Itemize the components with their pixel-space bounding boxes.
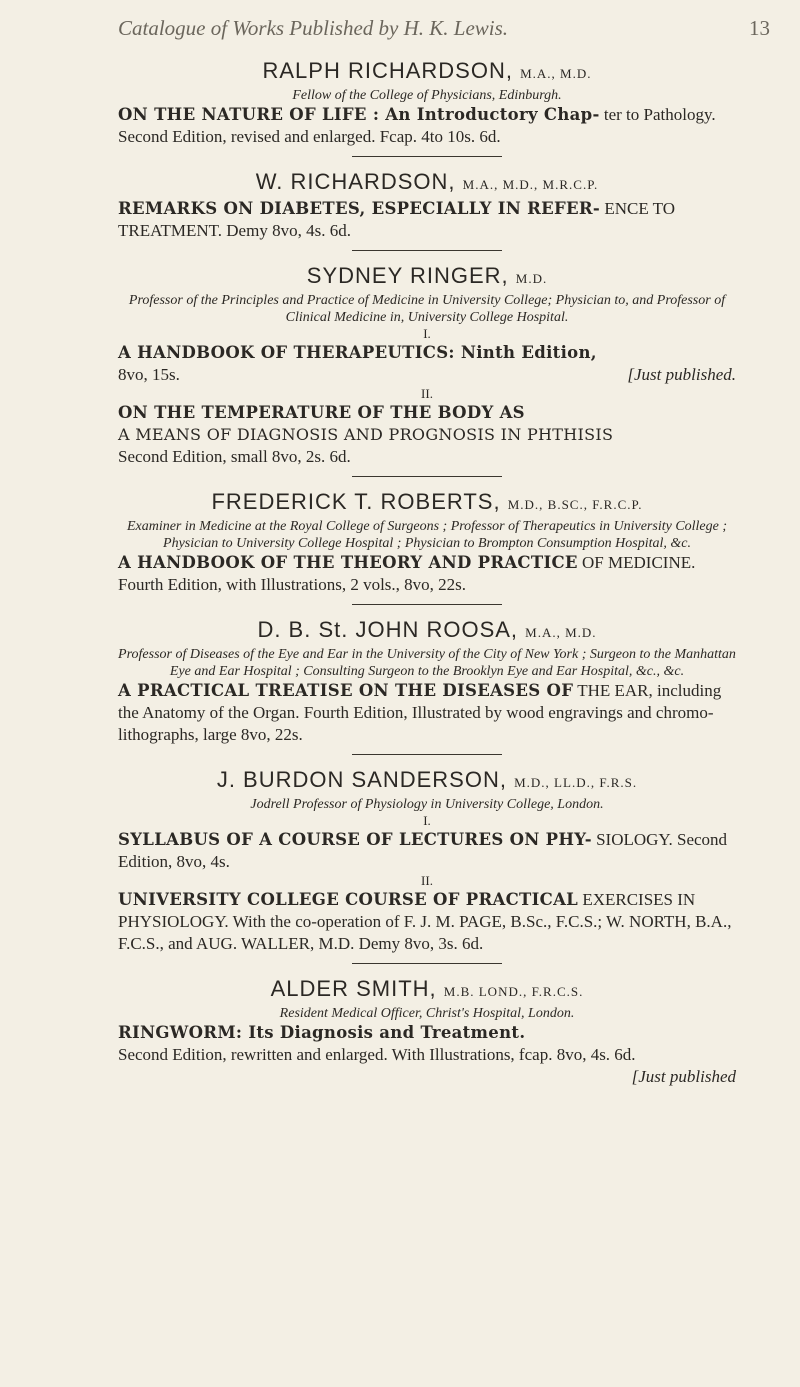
work-listing xyxy=(118,402,736,468)
work-title: RINGWORM: Its Diagnosis and Treatment. xyxy=(118,1023,526,1042)
author-degrees: M.D., LL.D., F.R.S. xyxy=(514,775,638,790)
separator-rule xyxy=(352,250,502,251)
author-name: J. BURDON SANDERSON, M.D., LL.D., F.R.S. xyxy=(216,767,638,792)
work-listing xyxy=(118,829,736,873)
work-listing xyxy=(118,198,736,242)
work-details: OF MEDICINE. Fourth Edition, with Illustrations, 2 vols., 8vo, 22s. xyxy=(118,553,696,594)
work-subtitle: A MEANS OF DIAGNOSIS AND PROGNOSIS IN PHTHISIS xyxy=(118,425,614,444)
work-details: 8vo, 15s. xyxy=(118,365,180,384)
catalogue-entry xyxy=(118,58,736,157)
author-name: FREDERICK T. ROBERTS, M.D., B.SC., F.R.C.P. xyxy=(211,489,643,514)
author-degrees: M.D. xyxy=(515,271,548,286)
author-affiliation: Resident Medical Officer, Christ's Hospital, London. xyxy=(279,1006,575,1021)
work-details: EXERCISES IN PHYSIOLOGY. With the co-operation of F. J. M. PAGE, B.Sc., F.C.S.; W. NORTH, B.A., F.C.S., and AUG. WALLER, M.D. Demy 8vo, 3s. 6d. xyxy=(118,890,732,953)
work-remark: [Just published. xyxy=(627,365,736,384)
author-name: W. RICHARDSON, M.A., M.D., M.R.C.P. xyxy=(255,169,599,194)
separator-rule xyxy=(352,754,502,755)
work-listing xyxy=(118,342,736,386)
work-title: REMARKS ON DIABETES, ESPECIALLY IN REFER- xyxy=(118,199,601,218)
separator-rule xyxy=(352,963,502,964)
author-name: RALPH RICHARDSON, M.A., M.D. xyxy=(262,58,592,83)
catalogue-entry xyxy=(118,617,736,755)
work-listing xyxy=(118,552,736,596)
work-title: A PRACTICAL TREATISE ON THE DISEASES OF xyxy=(118,681,574,700)
work-title: ON THE TEMPERATURE OF THE BODY AS xyxy=(118,403,525,422)
catalogue-entry xyxy=(118,169,736,251)
author-degrees: M.A., M.D. xyxy=(520,66,592,81)
work-listing xyxy=(118,1022,736,1086)
work-numeral: I. xyxy=(423,326,431,341)
work-numeral: I. xyxy=(423,813,431,828)
work-title: A HANDBOOK OF THE THEORY AND PRACTICE xyxy=(118,553,578,572)
work-listing xyxy=(118,889,736,955)
author-degrees: M.A., M.D., M.R.C.P. xyxy=(462,177,599,192)
author-name: SYDNEY RINGER, M.D. xyxy=(306,263,548,288)
work-title: UNIVERSITY COLLEGE COURSE OF PRACTICAL xyxy=(118,890,579,909)
work-details: THE EAR, including the Anatomy of the Organ. Fourth Edition, Illustrated by wood engravings and chromo-lithographs, large 8vo, 22s. xyxy=(118,681,722,744)
catalogue-entry xyxy=(118,976,736,1086)
work-details: ter to Pathology. Second Edition, revised and enlarged. Fcap. 4to 10s. 6d. xyxy=(118,105,716,146)
author-affiliation: Examiner in Medicine at the Royal College of Surgeons ; Professor of Therapeutics in University College ; Physician to University College Hospital ; Physician to Brompton Consumption Hospital, &c. xyxy=(126,519,728,551)
work-details: SIOLOGY. Second Edition, 8vo, 4s. xyxy=(118,830,728,871)
separator-rule xyxy=(352,156,502,157)
work-title: ON THE NATURE OF LIFE : An Introductory Chap- xyxy=(118,105,600,124)
running-title: Catalogue of Works Published by H. K. Lewis. xyxy=(118,16,509,40)
work-details: Second Edition, rewritten and enlarged. With Illustrations, fcap. 8vo, 4s. 6d. xyxy=(118,1045,636,1064)
author-degrees: M.B. LOND., F.R.C.S. xyxy=(443,984,584,999)
author-name: ALDER SMITH, M.B. LOND., F.R.C.S. xyxy=(270,976,584,1001)
author-degrees: M.A., M.D. xyxy=(525,625,597,640)
work-title: A HANDBOOK OF THERAPEUTICS: Ninth Edition, xyxy=(118,343,597,362)
separator-rule xyxy=(352,604,502,605)
work-details: Second Edition, small 8vo, 2s. 6d. xyxy=(118,447,351,466)
work-listing xyxy=(118,104,736,148)
work-details: ENCE TO TREATMENT. Demy 8vo, 4s. 6d. xyxy=(118,199,676,240)
work-numeral: II. xyxy=(421,873,433,888)
author-affiliation: Jodrell Professor of Physiology in University College, London. xyxy=(250,797,604,812)
work-remark: [Just published xyxy=(631,1067,736,1086)
author-name: D. B. St. JOHN ROOSA, M.A., M.D. xyxy=(257,617,597,642)
catalogue-entry xyxy=(118,263,736,477)
author-affiliation: Professor of Diseases of the Eye and Ear in the University of the City of New York ; Surgeon to the Manhattan Eye and Ear Hospital ; Consulting Surgeon to the Brooklyn Eye and Ear Hospital, &c., &c. xyxy=(118,647,736,679)
separator-rule xyxy=(352,476,502,477)
author-affiliation: Fellow of the College of Physicians, Edinburgh. xyxy=(292,88,562,103)
author-degrees: M.D., B.SC., F.R.C.P. xyxy=(507,497,643,512)
author-affiliation: Professor of the Principles and Practice of Medicine in University College; Physician to, and Professor of Clinical Medicine in, University College Hospital. xyxy=(128,293,726,325)
running-header xyxy=(118,16,770,41)
work-title: SYLLABUS OF A COURSE OF LECTURES ON PHY- xyxy=(118,830,592,849)
work-listing xyxy=(118,680,736,746)
catalogue-entry xyxy=(118,767,736,964)
catalogue-entry xyxy=(118,489,736,605)
work-numeral: II. xyxy=(421,386,433,401)
page-number: 13 xyxy=(749,16,770,40)
catalogue-entries xyxy=(118,58,736,1088)
